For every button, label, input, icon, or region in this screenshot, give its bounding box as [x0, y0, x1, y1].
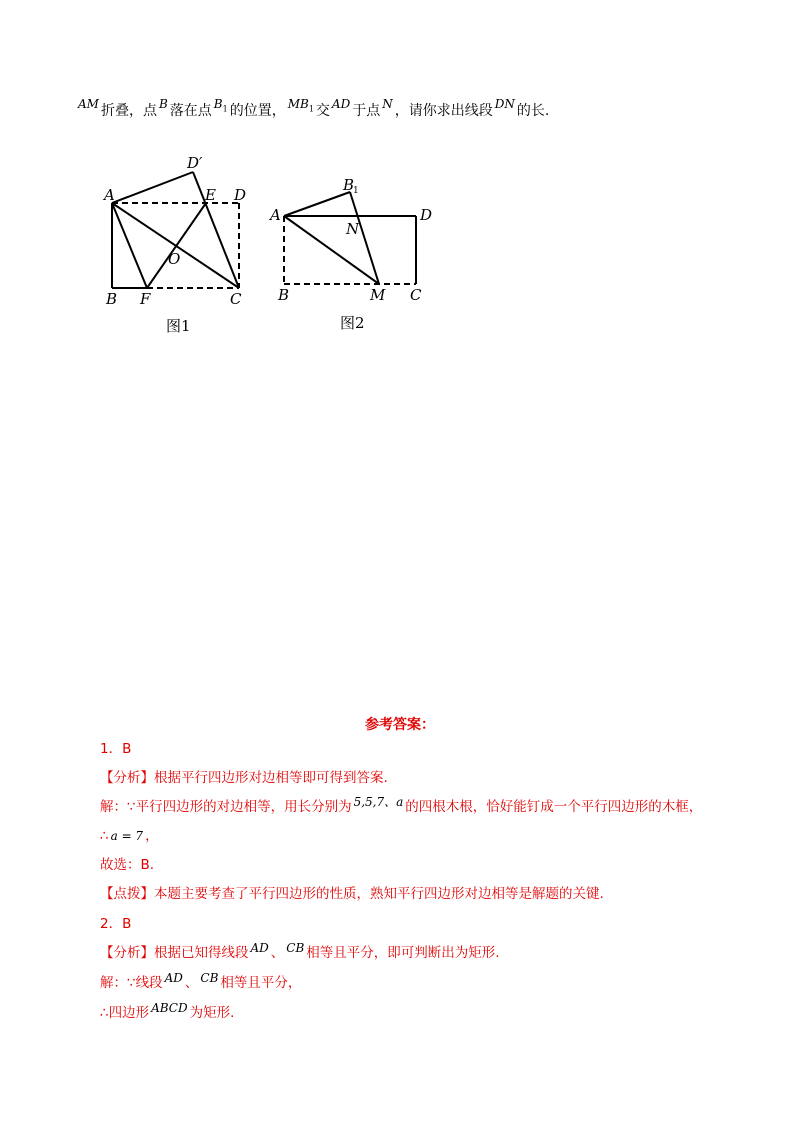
- q1-math-eq: a = 7: [110, 829, 144, 843]
- fig2-label-N: N: [346, 220, 360, 238]
- figures: [100, 148, 440, 342]
- fig1-caption: 图1: [166, 317, 191, 335]
- text-land: 落在点: [169, 103, 212, 119]
- q2-math-CB: CB: [286, 941, 305, 955]
- figure-2: [284, 192, 416, 284]
- fig2-label-C: C: [410, 286, 422, 304]
- figure-1: [112, 172, 239, 288]
- text-find: ，请你求出线段: [394, 103, 493, 119]
- q1-solution: 解：∵平行四边形的对边相等，用长分别为 5,5,7、a 的四根木根，恰好能钉成一个平行四边形的木框，: [100, 795, 703, 815]
- answers-title: 参考答案：: [365, 717, 435, 733]
- math-MB1: $MB_1$: [287, 97, 314, 114]
- text-length: 的长.: [516, 103, 550, 119]
- fig2-seg-AB1: [284, 192, 350, 216]
- problem-line: [76, 97, 550, 120]
- q1-choose: 故选：B.: [100, 857, 155, 873]
- text-position: 的位置，: [229, 103, 286, 119]
- geometry-figures: [100, 148, 440, 338]
- q2-analysis: 【分析】根据已知得线段 AD 、 CB 相等且平分，即可判断出为矩形.: [100, 941, 500, 961]
- math-N: N: [382, 97, 393, 111]
- q2-math-ABCD: ABCD: [151, 1001, 188, 1015]
- text-at-point: 于点: [352, 103, 381, 119]
- q1-math-values: 5,5,7、a: [353, 795, 404, 809]
- q2-conclusion: ∴四边形 ABCD 为矩形.: [100, 1001, 235, 1021]
- fig2-label-M: M: [370, 286, 386, 304]
- fig2-seg-B1M: [350, 192, 379, 284]
- fig1-label-Dprime: D′: [187, 154, 203, 172]
- text-intersect: 交: [315, 103, 330, 119]
- fig1-label-E: E: [205, 186, 216, 204]
- fig1-label-O: O: [168, 250, 181, 268]
- fig2-label-B1-sub: 1: [353, 186, 359, 196]
- math-B: B: [158, 97, 168, 111]
- math-DN: DN: [494, 97, 515, 111]
- fig2-seg-AM: [284, 216, 379, 284]
- fig1-label-B: B: [106, 290, 118, 308]
- fig1-label-A: A: [104, 186, 115, 204]
- fig1-label-D: D: [234, 186, 247, 204]
- fig1-diag-AC: [112, 203, 239, 288]
- fig1-label-C: C: [230, 290, 242, 308]
- fig2-label-A: A: [270, 206, 281, 224]
- math-AD: AD: [331, 97, 351, 111]
- fig1-seg-ADp: [112, 172, 193, 203]
- math-AM: AM: [78, 97, 99, 111]
- q1-comment: 【点拨】本题主要考查了平行四边形的性质，熟知平行四边形对边相等是解题的关键.: [100, 886, 604, 902]
- text-fold: 折叠，点: [100, 103, 157, 119]
- q2-number: 2．B: [100, 916, 132, 932]
- fig2-label-D: D: [420, 206, 433, 224]
- q2-solution: 解：∵线段 AD 、 CB 相等且平分，: [100, 971, 302, 991]
- fig2-caption: 图2: [340, 314, 365, 332]
- fig2-label-B: B: [278, 286, 290, 304]
- q1-analysis: 【分析】根据平行四边形对边相等即可得到答案.: [100, 770, 388, 786]
- fig2-label-B1: B: [343, 176, 355, 194]
- fig1-label-F: F: [140, 290, 151, 308]
- q1-number: 1．B: [100, 741, 132, 757]
- q2-sol-math-CB: CB: [200, 971, 219, 985]
- q2-sol-math-AD: AD: [164, 971, 183, 985]
- fig1-seg-DpC: [193, 172, 239, 288]
- math-B1: $B_1$: [213, 97, 228, 114]
- q2-math-AD: AD: [250, 941, 269, 955]
- q1-therefore: ∴ a = 7 ，: [100, 828, 159, 844]
